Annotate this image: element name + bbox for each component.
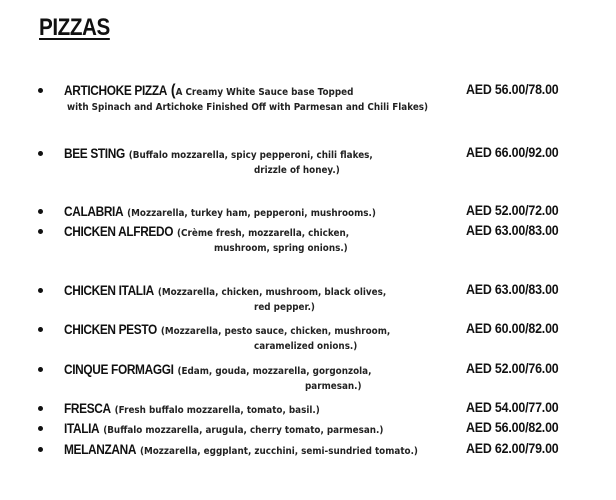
item-name: FRESCA [64, 401, 111, 416]
item-name: MELANZANA [64, 442, 137, 457]
item-name: BEE STING [64, 146, 125, 161]
item-name: CHICKEN PESTO [64, 322, 157, 337]
item-description: (Mozzarella, eggplant, zucchini, semi-sundried tomato.) [139, 446, 418, 457]
item-name: ITALIA [64, 421, 100, 436]
item-price: AED 54.00/77.00 [466, 400, 559, 415]
item-description: (Mozzarella, pesto sauce, chicken, mushroom, [160, 326, 391, 337]
item-price: AED 63.00/83.00 [466, 223, 559, 238]
item-description-cont: red pepper.) [254, 302, 315, 313]
item-description: A Creamy White Sauce base Topped [175, 87, 354, 98]
bullet-icon [38, 151, 43, 156]
bullet-icon [38, 88, 43, 93]
item-name: CHICKEN ITALIA [64, 283, 154, 298]
item-name: CINQUE FORMAGGI [64, 362, 174, 377]
item-price: AED 52.00/76.00 [466, 361, 559, 376]
item-price: AED 52.00/72.00 [466, 203, 559, 218]
item-price: AED 56.00/78.00 [466, 82, 559, 97]
item-price: AED 63.00/83.00 [466, 282, 559, 297]
item-description-cont: drizzle of honey.) [254, 165, 340, 176]
item-description: (Fresh buffalo mozzarella, tomato, basil.) [114, 405, 320, 416]
item-description-cont: caramelized onions.) [254, 341, 358, 352]
bullet-icon [38, 406, 43, 411]
bullet-icon [38, 367, 43, 372]
bullet-icon [38, 426, 43, 431]
item-description: (Crème fresh, mozzarella, chicken, [177, 228, 350, 239]
item-price: AED 56.00/82.00 [466, 420, 559, 435]
menu-section-title: PIZZAS [39, 14, 110, 41]
item-description-cont: mushroom, spring onions.) [214, 243, 348, 254]
item-name: CHICKEN ALFREDO [64, 224, 174, 239]
item-description: (Edam, gouda, mozzarella, gorgonzola, [177, 366, 372, 377]
item-price: AED 62.00/79.00 [466, 441, 559, 456]
item-description-cont: with Spinach and Artichoke Finished Off with Parmesan and Chili Flakes) [67, 102, 429, 113]
item-description: (Buffalo mozzarella, arugula, cherry tomato, parmesan.) [103, 425, 384, 436]
bullet-icon [38, 288, 43, 293]
item-desc-open-paren: ( [170, 82, 176, 99]
bullet-icon [38, 209, 43, 214]
item-price: AED 60.00/82.00 [466, 321, 559, 336]
item-description: (Mozzarella, chicken, mushroom, black olives, [157, 287, 387, 298]
item-description: (Buffalo mozzarella, spicy pepperoni, chili flakes, [128, 150, 373, 161]
item-price: AED 66.00/92.00 [466, 145, 559, 160]
item-name: CALABRIA [64, 204, 124, 219]
bullet-icon [38, 327, 43, 332]
bullet-icon [38, 447, 43, 452]
bullet-icon [38, 229, 43, 234]
item-name: ARTICHOKE PIZZA [64, 83, 167, 98]
item-description: (Mozzarella, turkey ham, pepperoni, mushrooms.) [127, 208, 376, 219]
item-description-cont: parmesan.) [305, 381, 362, 392]
